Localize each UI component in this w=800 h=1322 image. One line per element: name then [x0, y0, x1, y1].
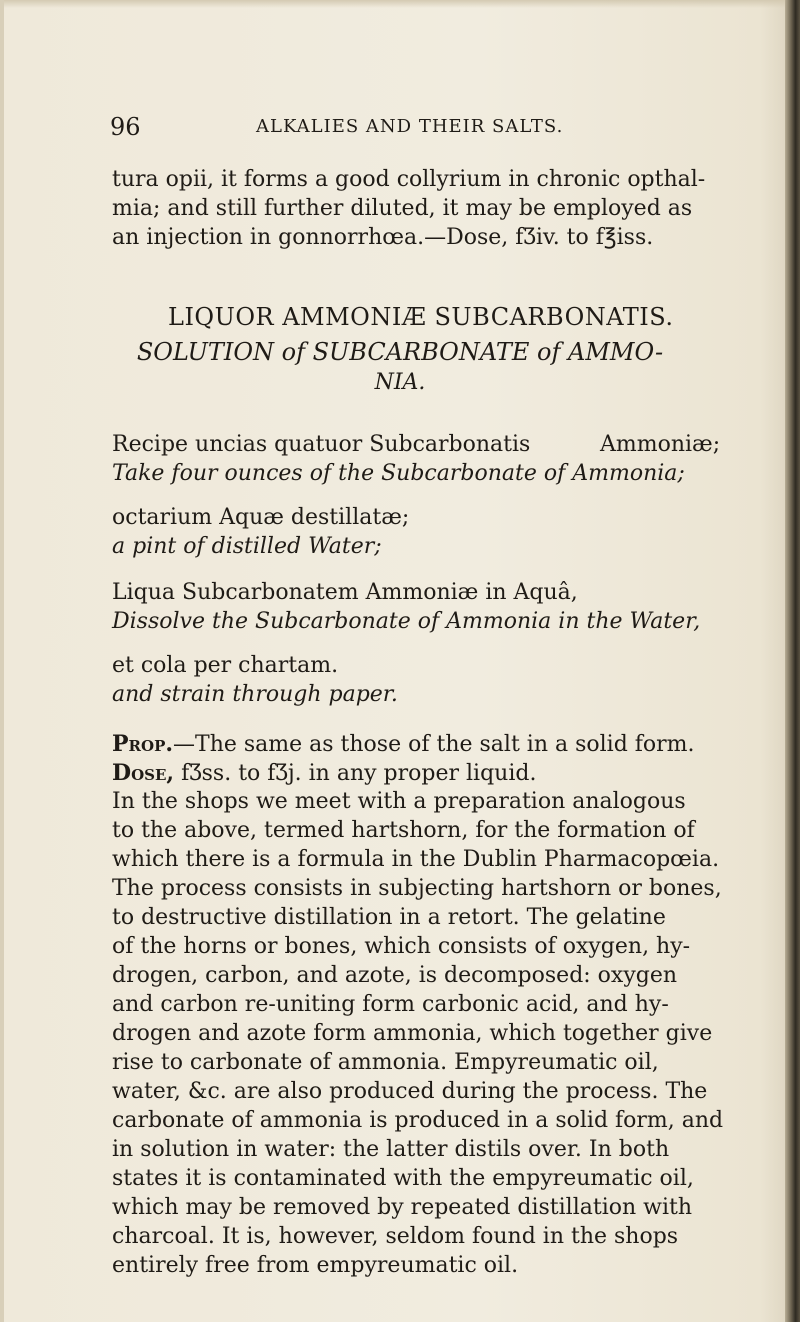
text-line: The process consists in subjecting hartshorn or bones,	[112, 876, 722, 901]
text-line: tura opii, it forms a good collyrium in chronic opthal-	[112, 167, 706, 192]
recipe-latin-line: et cola per chartam.	[112, 653, 339, 678]
text-line: in solution in water: the latter distils over. In both	[112, 1137, 670, 1162]
dose-label: Dose,	[112, 760, 175, 786]
running-title: ALKALIES AND THEIR SALTS.	[256, 116, 564, 137]
text-line: rise to carbonate of ammonia. Empyreumatic oil,	[112, 1050, 659, 1075]
text-line: of the horns or bones, which consists of oxygen, hy-	[112, 934, 691, 959]
page-header	[110, 113, 750, 143]
prop-label: Prop.	[112, 731, 174, 757]
recipe-latin-line: octarium Aquæ destillatæ;	[112, 505, 410, 530]
prop-line	[112, 731, 695, 758]
text-line: water, &c. are also produced during the process. The	[112, 1079, 708, 1104]
text-line: drogen and azote form ammonia, which together give	[112, 1021, 713, 1046]
text-line: charcoal. It is, however, seldom found in the shops	[112, 1224, 679, 1249]
text-line: an injection in gonnorrhœa.—Dose, fƷiv. to f℥iss.	[112, 225, 654, 250]
recipe-latin-line: Recipe uncias quatuor Subcarbonatis	[112, 432, 531, 457]
text-line: and carbon re-uniting form carbonic acid, and hy-	[112, 992, 669, 1017]
recipe-english-line: and strain through paper.	[112, 682, 398, 707]
text-line: drogen, carbon, and azote, is decomposed: oxygen	[112, 963, 678, 988]
recipe-english-line: Take four ounces of the Subcarbonate of Ammonia;	[112, 461, 685, 486]
text-line: states it is contaminated with the empyreumatic oil,	[112, 1166, 694, 1191]
recipe-english-line: Dissolve the Subcarbonate of Ammonia in the Water,	[112, 609, 701, 634]
section-subtitle: SOLUTION of SUBCARBONATE of AMMO-	[136, 338, 664, 366]
page-top-edge	[0, 0, 800, 8]
dose-text: fƷss. to fƷj. in any proper liquid.	[174, 761, 537, 786]
text-line: carbonate of ammonia is produced in a solid form, and	[112, 1108, 724, 1133]
text-line: to the above, termed hartshorn, for the formation of	[112, 818, 695, 843]
page-left-edge	[0, 0, 4, 1322]
text-line: which there is a formula in the Dublin Pharmacopœia.	[112, 847, 720, 872]
book-binding-edge	[785, 0, 800, 1322]
text-line: which may be removed by repeated distillation with	[112, 1195, 693, 1220]
prop-text: —The same as those of the salt in a solid form.	[173, 732, 695, 757]
recipe-english-line: a pint of distilled Water;	[112, 534, 382, 559]
text-line: In the shops we meet with a preparation analogous	[112, 789, 686, 814]
text-line: mia; and still further diluted, it may be employed as	[112, 196, 693, 221]
page-number: 96	[110, 113, 141, 141]
dose-line	[112, 760, 536, 787]
text-line: to destructive distillation in a retort. The gelatine	[112, 905, 666, 930]
text-line: entirely free from empyreumatic oil.	[112, 1253, 519, 1278]
section-subtitle-continued: NIA.	[374, 370, 426, 395]
recipe-latin-line-end: Ammoniæ;	[600, 432, 721, 457]
section-title: LIQUOR AMMONIÆ SUBCARBONATIS.	[168, 303, 674, 331]
recipe-latin-line: Liqua Subcarbonatem Ammoniæ in Aquâ,	[112, 580, 578, 605]
